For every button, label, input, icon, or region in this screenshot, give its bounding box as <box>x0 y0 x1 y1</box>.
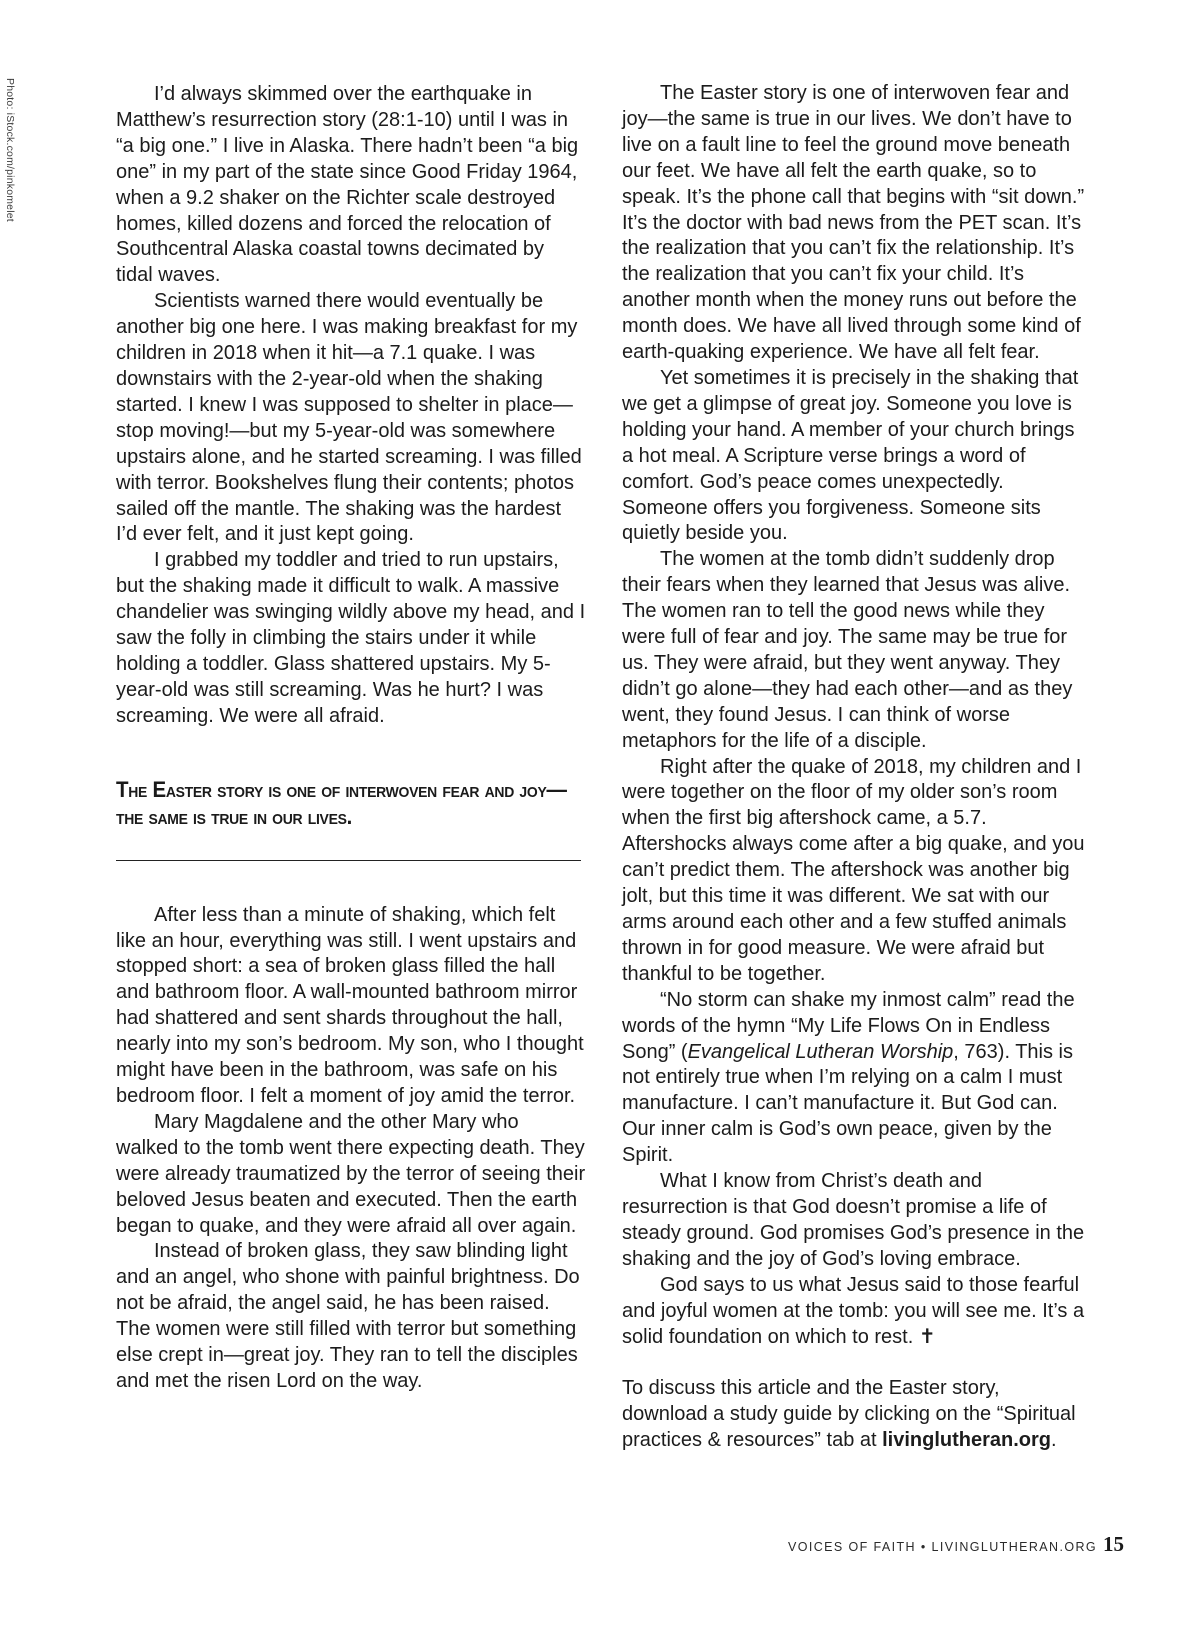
study-guide-body: To discuss this article and the Easter story, download a study guide by clicking on the “Spiritual practices & resources” tab at <box>622 1377 1076 1452</box>
body-paragraph: God says to us what Jesus said to those fearful and joyful women at the tomb: you will see me. It’s a solid foundation on which to rest. ✝ <box>622 1273 1085 1348</box>
study-guide-note <box>622 1376 1087 1454</box>
photo-credit: Photo: iStock.com/pinkomelet <box>4 78 16 222</box>
page-footer <box>788 1532 1124 1557</box>
body-paragraph: After less than a minute of shaking, which felt like an hour, everything was still. I went upstairs and stopped short: a sea of broken glass filled the hall and bathroom floor. A wall-mounted bathroom mirror had shattered and sent shards throughout the hall, nearly into my son’s bedroom. My son, who I thought might have been in the bathroom, was safe on his bedroom floor. I felt a moment of joy amid the terror. <box>116 903 584 1107</box>
body-paragraph: I’d always skimmed over the earthquake in Matthew’s resurrection story (28:1-10) until I was in “a big one.” I live in Alaska. There hadn’t been “a big one” in my part of the state since Good Friday 1964, when a 9.2 shaker on the Richter scale destroyed homes, killed dozens and forced the relocation of Southcentral Alaska coastal towns decimated by tidal waves. <box>116 83 579 287</box>
hymn-text-start: “No storm can shake my inmost calm” read the words of the hymn “My Life Flows On in Endless Song” ( <box>622 988 1075 1063</box>
hymn-text-end: , 763). This is not entirely true when I’m relying on a calm I must manufacture. I can’t manufacture it. But God can. Our inner calm is God’s own peace, given by the Spirit. <box>622 1040 1073 1167</box>
body-paragraph: Mary Magdalene and the other Mary who walked to the tomb went there expecting death. They were already traumatized by the terror of seeing their beloved Jesus beaten and executed. Then the earth began to quake, and they were afraid all over again. <box>116 1110 586 1237</box>
hymnal-title: Evangelical Lutheran Worship <box>687 1040 954 1063</box>
body-paragraph: Yet sometimes it is precisely in the shaking that we get a glimpse of great joy. Someone you love is holding your hand. A member of your church brings a hot meal. A Scripture verse brings a word of comfort. God’s peace comes unexpectedly. Someone offers you forgiveness. Someone sits quietly beside you. <box>622 366 1079 545</box>
body-paragraph: Scientists warned there would eventually be another big one here. I was making breakfast for my children in 2018 when it hit—a 7.1 quake. I was downstairs with the 2-year-old when the shaking started. I knew I was supposed to shelter in place—stop moving!—but my 5-year-old was somewhere upstairs alone, and he started screaming. I was filled with terror. Bookshelves flung their contents; photos sailed off the mantle. The shaking was the hardest I’d ever felt, and it just kept going. <box>116 290 582 546</box>
left-column <box>116 82 586 1395</box>
page-number: 15 <box>1103 1532 1124 1556</box>
body-paragraph: The women at the tomb didn’t suddenly drop their fears when they learned that Jesus was alive. The women ran to tell the good news while they were full of fear and joy. The same may be true for us. They were afraid, but they went anyway. They didn’t go alone—they had each other—and as they went, they found Jesus. I can think of worse metaphors for the life of a disciple. <box>622 548 1073 752</box>
website-link[interactable]: livinglutheran.org <box>882 1429 1052 1452</box>
body-paragraph: Instead of broken glass, they saw blinding light and an angel, who shone with painful brightness. Do not be afraid, the angel said, he has been raised. The women were still filled with terror but something else crept in—great joy. They ran to tell the disciples and met the risen Lord on the way. <box>116 1240 580 1392</box>
study-guide-text <box>622 1376 1087 1454</box>
pullquote-block <box>116 776 586 861</box>
body-paragraph: Right after the quake of 2018, my children and I were together on the floor of my older son’s room when the first big aftershock came, a 5.7. Aftershocks always come after a big quake, and you can’t predict them. The aftershock was another big jolt, but this time it was different. We sat with our arms around each other and a few stuffed animals thrown in for good measure. We were afraid but thankful to be together. <box>622 755 1085 985</box>
body-paragraph: What I know from Christ’s death and resurrection is that God doesn’t promise a life of steady ground. God promises God’s presence in the shaking and the joy of God’s loving embrace. <box>622 1170 1085 1270</box>
body-paragraph: I grabbed my toddler and tried to run upstairs, but the shaking made it difficult to walk. A massive chandelier was swinging wildly above my head, and I saw the folly in climbing the stairs under it while holding a toddler. Glass shattered upstairs. My 5-year-old was still screaming. Was he hurt? I was screaming. We were all afraid. <box>116 549 586 727</box>
pullquote <box>116 776 581 861</box>
right-column <box>622 81 1087 1454</box>
body-paragraph: The Easter story is one of interwoven fear and joy—the same is true in our lives. We don’t have to live on a fault line to feel the ground move beneath our feet. We have all felt the earth quake, so to speak. It’s the phone call that begins with “sit down.” It’s the doctor with bad news from the PET scan. It’s the realization that you can’t fix the relationship. It’s the realization that you can’t fix your child. It’s another month when the money runs out before the month does. We have all lived through some kind of earth-quaking experience. We have all felt fear. <box>622 82 1085 364</box>
study-guide-period: . <box>1051 1429 1057 1452</box>
pullquote-text: The Easter story is one of interwoven fear and joy—the same is true in our lives. <box>116 776 567 829</box>
running-head: VOICES OF FAITH • LIVINGLUTHERAN.ORG <box>788 1540 1097 1554</box>
hymn-paragraph <box>622 988 1087 1169</box>
